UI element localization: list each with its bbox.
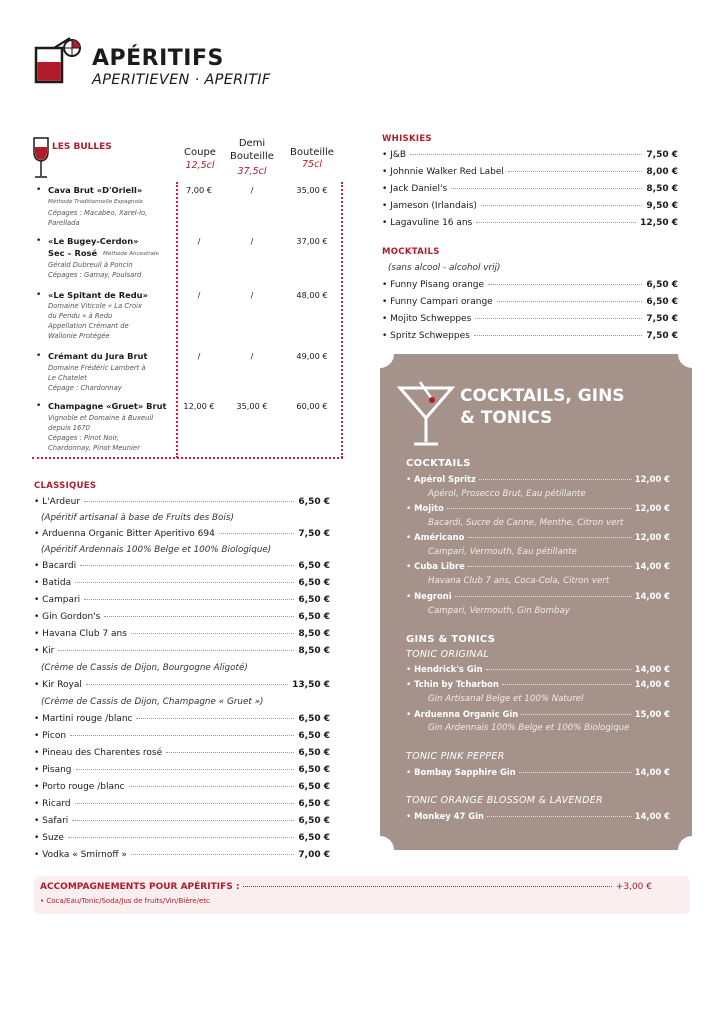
bulles-item-note: Appellation Crémant de bbox=[48, 322, 129, 330]
bulles-price-coupe: / bbox=[197, 236, 201, 246]
item-note: (Apéritif Ardennais 100% Belge et 100% Biologique) bbox=[41, 545, 272, 555]
item-label: Porto rouge /blanc bbox=[42, 782, 125, 792]
bulles-price-bouteille: 37,00 € bbox=[296, 236, 328, 246]
item-price: 8,50 € bbox=[646, 184, 678, 194]
header-glass-icon bbox=[32, 36, 84, 88]
mocktails-subtitle: (sans alcool - alcohol vrij) bbox=[388, 263, 501, 273]
accompaniments-price: +3,00 € bbox=[615, 882, 652, 892]
tonic-orange-title: TONIC ORANGE BLOSSOM & LAVENDER bbox=[406, 795, 603, 806]
cocktail-desc: Havana Club 7 ans, Coca-Cola, Citron vert bbox=[428, 576, 610, 586]
accompaniments-row bbox=[40, 882, 652, 892]
list-item: • Suze 6,50 € bbox=[34, 833, 330, 843]
item-label: Hendrick's Gin bbox=[414, 664, 483, 674]
bulles-price-bouteille: 48,00 € bbox=[296, 290, 328, 300]
item-price: 7,50 € bbox=[298, 529, 330, 539]
bulles-item-note: Cépages : Gamay, Poulsard bbox=[48, 271, 142, 279]
item-price: 6,50 € bbox=[646, 280, 678, 290]
item-price: 14,00 € bbox=[634, 767, 670, 777]
item-label: Suze bbox=[42, 833, 64, 843]
item-label: Pineau des Charentes rosé bbox=[42, 748, 163, 758]
cocktails-panel-title-1: COCKTAILS, GINS bbox=[460, 386, 625, 406]
bullet: • bbox=[36, 401, 42, 411]
bulles-item-note: Cépages : Macabeo, Xarel-lo, bbox=[48, 209, 148, 217]
cocktails-title: COCKTAILS bbox=[406, 458, 471, 469]
list-item: • Kir 8,50 € bbox=[34, 646, 330, 656]
gin-item: • Monkey 47 Gin 14,00 € bbox=[406, 811, 670, 822]
item-label: Negroni bbox=[414, 591, 452, 601]
item-label: Mojito bbox=[414, 503, 444, 513]
item-price: 6,50 € bbox=[298, 497, 330, 507]
list-item: • Martini rouge /blanc 6,50 € bbox=[34, 714, 330, 724]
bulles-item-method: Méthode Traditionnelle Espagnole bbox=[48, 199, 143, 205]
item-price: 8,50 € bbox=[298, 646, 330, 656]
item-price: 9,50 € bbox=[646, 201, 678, 211]
bulles-item-note: Vignoble et Domaine à Buxeuil bbox=[48, 414, 154, 422]
list-item: • Pineau des Charentes rosé 6,50 € bbox=[34, 748, 330, 758]
col-head-demi bbox=[224, 137, 280, 163]
mocktails-title: MOCKTAILS bbox=[382, 247, 440, 257]
item-label: Bombay Sapphire Gin bbox=[414, 767, 516, 777]
bulles-item-note: Cépage : Chardonnay bbox=[48, 384, 122, 392]
bulles-price-bouteille: 35,00 € bbox=[296, 185, 328, 195]
cocktail-desc: Campari, Vermouth, Eau pétillante bbox=[428, 547, 577, 557]
item-note: (Crème de Cassis de Dijon, Champagne « Gruet ») bbox=[41, 697, 264, 707]
list-item: • Pisang 6,50 € bbox=[34, 765, 330, 775]
list-item: • Jack Daniel's 8,50 € bbox=[382, 184, 678, 194]
item-price: 6,50 € bbox=[646, 297, 678, 307]
list-item: • Campari 6,50 € bbox=[34, 595, 330, 605]
item-label: Apérol Spritz bbox=[414, 474, 476, 484]
bulles-item-note: Le Chatelet bbox=[48, 374, 87, 382]
cocktail-desc: Apérol, Prosecco Brut, Eau pétillante bbox=[428, 489, 586, 499]
cocktail-item: • Cuba Libre 14,00 € bbox=[406, 561, 670, 572]
bulles-price-coupe: 7,00 € bbox=[185, 185, 213, 195]
item-label: Tchin by Tcharbon bbox=[414, 679, 499, 689]
gins-title: GINS & TONICS bbox=[406, 634, 496, 645]
whiskies-title: WHISKIES bbox=[382, 134, 432, 144]
bulles-price-coupe: 12,00 € bbox=[183, 401, 215, 411]
bulles-item-name-2: Sec – Rosé bbox=[48, 248, 98, 258]
item-price: 6,50 € bbox=[298, 833, 330, 843]
item-label: Funny Campari orange bbox=[390, 297, 493, 307]
item-price: 7,00 € bbox=[298, 850, 330, 860]
item-note: (Apéritif artisanal à base de Fruits des Bois) bbox=[41, 513, 234, 523]
item-price: 12,00 € bbox=[634, 474, 670, 484]
item-price: 6,50 € bbox=[298, 612, 330, 622]
bulles-item-note: Parellada bbox=[48, 219, 80, 227]
item-price: 14,00 € bbox=[634, 591, 670, 601]
item-price: 6,50 € bbox=[298, 799, 330, 809]
col-head-coupe-label: Coupe bbox=[184, 147, 216, 158]
cocktail-glass-icon bbox=[396, 378, 456, 448]
bulles-divider-2 bbox=[341, 182, 343, 458]
list-item: • Funny Pisang orange 6,50 € bbox=[382, 280, 678, 290]
item-price: 7,50 € bbox=[646, 331, 678, 341]
item-price: 6,50 € bbox=[298, 595, 330, 605]
bulles-item-note: depuis 1670 bbox=[48, 424, 91, 432]
list-item: • Picon 6,50 € bbox=[34, 731, 330, 741]
col-size-demi: 37,5cl bbox=[237, 166, 267, 177]
bullet: • bbox=[36, 290, 42, 300]
item-price: 7,50 € bbox=[646, 150, 678, 160]
item-label: Campari bbox=[42, 595, 81, 605]
bulles-item-note: Gérald Dubreuil à Poncin bbox=[48, 261, 133, 269]
bulles-bottom-border bbox=[32, 457, 343, 459]
bulles-item-note: du Pendu » à Redu bbox=[48, 312, 113, 320]
bulles-item-note: Cépages : Pinot Noir, bbox=[48, 434, 119, 442]
item-label: Lagavuline 16 ans bbox=[390, 218, 473, 228]
list-item: • Mojito Schweppes 7,50 € bbox=[382, 314, 678, 324]
cocktail-desc: Campari, Vermouth, Gin Bombay bbox=[428, 606, 570, 616]
bulles-title: LES BULLES bbox=[52, 142, 112, 152]
list-item: • Funny Campari orange 6,50 € bbox=[382, 297, 678, 307]
item-price: 6,50 € bbox=[298, 782, 330, 792]
bulles-item-name: «Le Spitant de Redu» bbox=[48, 290, 148, 300]
list-item: • Gin Gordon's 6,50 € bbox=[34, 612, 330, 622]
item-label: Bacardi bbox=[42, 561, 77, 571]
gin-item: • Bombay Sapphire Gin 14,00 € bbox=[406, 767, 670, 778]
list-item: • J&B 7,50 € bbox=[382, 150, 678, 160]
bulles-price-bouteille: 49,00 € bbox=[296, 351, 328, 361]
page-subtitle: APERITIEVEN · APERITIF bbox=[92, 72, 271, 88]
classiques-title: CLASSIQUES bbox=[34, 481, 97, 491]
bulles-item-name: «Le Bugey-Cerdon» bbox=[48, 236, 139, 246]
gin-desc: Gin Ardennais 100% Belge et 100% Biologique bbox=[428, 723, 630, 733]
item-price: 14,00 € bbox=[634, 679, 670, 689]
item-label: Arduenna Organic Gin bbox=[414, 709, 519, 719]
item-label: Kir bbox=[42, 646, 55, 656]
bulles-item-note: Chardonnay, Pinot Meunier bbox=[48, 444, 140, 452]
item-label: Cuba Libre bbox=[414, 561, 465, 571]
bullet: • bbox=[36, 351, 42, 361]
list-item: • Ricard 6,50 € bbox=[34, 799, 330, 809]
list-item: • Lagavuline 16 ans 12,50 € bbox=[382, 218, 678, 228]
bulles-item-name: Champagne «Gruet» Brut bbox=[48, 401, 167, 411]
gin-desc: Gin Artisanal Belge et 100% Naturel bbox=[428, 694, 584, 704]
item-price: 12,50 € bbox=[640, 218, 678, 228]
tonic-pink-title: TONIC PINK PEPPER bbox=[406, 751, 505, 762]
item-label: Batida bbox=[42, 578, 72, 588]
bulles-divider-1 bbox=[176, 182, 178, 458]
bulles-item-name: Crémant du Jura Brut bbox=[48, 351, 148, 361]
list-item: • Porto rouge /blanc 6,50 € bbox=[34, 782, 330, 792]
gin-item: • Arduenna Organic Gin 15,00 € bbox=[406, 709, 670, 720]
item-label: Martini rouge /blanc bbox=[42, 714, 133, 724]
bulles-price-demi: 35,00 € bbox=[236, 401, 268, 411]
item-label: Gin Gordon's bbox=[42, 612, 101, 622]
list-item: • Spritz Schweppes 7,50 € bbox=[382, 331, 678, 341]
item-label: Safari bbox=[42, 816, 69, 826]
cocktail-item: • Negroni 14,00 € bbox=[406, 591, 670, 602]
item-price: 6,50 € bbox=[298, 561, 330, 571]
item-label: Arduenna Organic Bitter Aperitivo 694 bbox=[42, 529, 215, 539]
bulles-item-note: Domaine Frédéric Lambert à bbox=[48, 364, 146, 372]
item-label: L'Ardeur bbox=[42, 497, 81, 507]
bulles-item-name: Cava Brut «D'Oriell» bbox=[48, 185, 143, 195]
item-price: 14,00 € bbox=[634, 811, 670, 821]
list-item: • Arduenna Organic Bitter Aperitivo 694 7,50 € bbox=[34, 529, 330, 539]
item-label: Mojito Schweppes bbox=[390, 314, 472, 324]
item-label: Kir Royal bbox=[42, 680, 82, 690]
item-price: 6,50 € bbox=[298, 748, 330, 758]
bulles-price-demi: / bbox=[250, 351, 254, 361]
item-price: 13,50 € bbox=[292, 680, 330, 690]
item-price: 8,00 € bbox=[646, 167, 678, 177]
item-label: Américano bbox=[414, 532, 465, 542]
item-price: 12,00 € bbox=[634, 532, 670, 542]
list-item: • Safari 6,50 € bbox=[34, 816, 330, 826]
bulles-item-method: Méthode Ancestrale bbox=[103, 251, 159, 257]
bulles-price-demi: / bbox=[250, 185, 254, 195]
item-label: Monkey 47 Gin bbox=[414, 811, 484, 821]
bulles-item-note: Wallonie Protégée bbox=[48, 332, 110, 340]
list-item: • Batida 6,50 € bbox=[34, 578, 330, 588]
col-size-bouteille: 75cl bbox=[302, 159, 322, 170]
item-label: Johnnie Walker Red Label bbox=[390, 167, 504, 177]
gin-item: • Hendrick's Gin 14,00 € bbox=[406, 664, 670, 675]
bulles-item-note: Domaine Viticole « La Croix bbox=[48, 302, 143, 310]
list-item: • Kir Royal 13,50 € bbox=[34, 680, 330, 690]
item-label: Spritz Schweppes bbox=[390, 331, 470, 341]
cocktail-item: • Mojito 12,00 € bbox=[406, 503, 670, 514]
item-price: 14,00 € bbox=[634, 561, 670, 571]
list-item: • Johnnie Walker Red Label 8,00 € bbox=[382, 167, 678, 177]
item-label: Pisang bbox=[42, 765, 72, 775]
list-item: • L'Ardeur 6,50 € bbox=[34, 497, 330, 507]
accompaniments-label: ACCOMPAGNEMENTS POUR APÉRITIFS : bbox=[40, 882, 240, 892]
accompaniments-items-row: • Coca/Eau/Tonic/Soda/Jus de fruits/Vin/Bière/etc bbox=[40, 897, 210, 905]
accompaniments-box bbox=[34, 876, 690, 914]
item-label: Vodka « Smirnoff » bbox=[42, 850, 127, 860]
item-price: 6,50 € bbox=[298, 765, 330, 775]
item-label: Jack Daniel's bbox=[390, 184, 448, 194]
list-item: • Jameson (Irlandais) 9,50 € bbox=[382, 201, 678, 211]
col-head-bouteille bbox=[284, 146, 340, 159]
item-label: Funny Pisang orange bbox=[390, 280, 485, 290]
col-head-coupe bbox=[176, 146, 224, 159]
col-head-demi-line2: Bouteille bbox=[230, 151, 274, 162]
item-price: 6,50 € bbox=[298, 714, 330, 724]
accompaniments-items: Coca/Eau/Tonic/Soda/Jus de fruits/Vin/Bière/etc bbox=[46, 897, 210, 905]
item-price: 12,00 € bbox=[634, 503, 670, 513]
cocktail-item: • Apérol Spritz 12,00 € bbox=[406, 474, 670, 485]
bullet: • bbox=[36, 236, 42, 246]
bulles-price-coupe: / bbox=[197, 351, 201, 361]
cocktail-item: • Américano 12,00 € bbox=[406, 532, 670, 543]
col-size-coupe: 12,5cl bbox=[185, 160, 215, 171]
item-price: 6,50 € bbox=[298, 578, 330, 588]
item-label: Picon bbox=[42, 731, 67, 741]
cocktails-panel bbox=[380, 354, 692, 850]
cocktail-desc: Bacardi, Sucre de Canne, Menthe, Citron vert bbox=[428, 518, 624, 528]
item-price: 8,50 € bbox=[298, 629, 330, 639]
item-label: Havana Club 7 ans bbox=[42, 629, 127, 639]
bulles-price-demi: / bbox=[250, 236, 254, 246]
item-label: Jameson (Irlandais) bbox=[390, 201, 477, 211]
bulles-price-bouteille: 60,00 € bbox=[296, 401, 328, 411]
wine-glass-icon bbox=[32, 136, 50, 180]
tonic-original-title: TONIC ORIGINAL bbox=[406, 649, 489, 660]
list-item: • Vodka « Smirnoff » 7,00 € bbox=[34, 850, 330, 860]
bulles-price-coupe: / bbox=[197, 290, 201, 300]
item-price: 15,00 € bbox=[634, 709, 670, 719]
item-label: J&B bbox=[390, 150, 407, 160]
col-head-demi-line1: Demi bbox=[238, 138, 266, 149]
bulles-price-demi: / bbox=[250, 290, 254, 300]
item-label: Ricard bbox=[42, 799, 71, 809]
item-price: 6,50 € bbox=[298, 816, 330, 826]
cocktails-panel-title-2: & TONICS bbox=[460, 408, 553, 428]
item-price: 14,00 € bbox=[634, 664, 670, 674]
list-item: • Havana Club 7 ans 8,50 € bbox=[34, 629, 330, 639]
page-title: APÉRITIFS bbox=[92, 46, 224, 71]
list-item: • Bacardi 6,50 € bbox=[34, 561, 330, 571]
item-price: 6,50 € bbox=[298, 731, 330, 741]
col-head-bouteille-label: Bouteille bbox=[290, 147, 334, 158]
item-note: (Crème de Cassis de Dijon, Bourgogne Aligoté) bbox=[41, 663, 248, 673]
item-price: 7,50 € bbox=[646, 314, 678, 324]
gin-item: • Tchin by Tcharbon 14,00 € bbox=[406, 679, 670, 690]
bullet: • bbox=[36, 185, 42, 195]
